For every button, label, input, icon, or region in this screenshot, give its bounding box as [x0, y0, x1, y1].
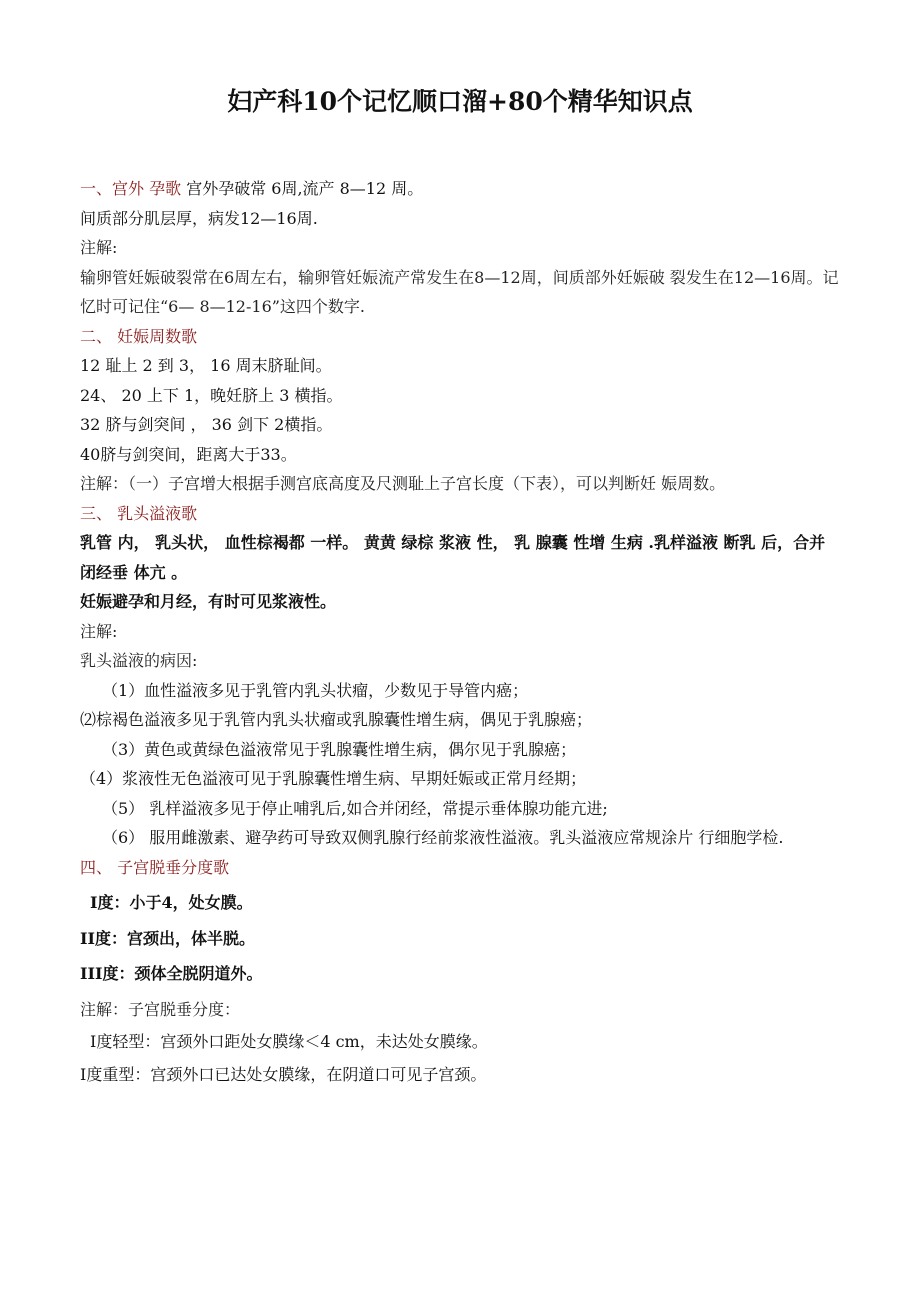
cause-item: ⑵棕褐色溢液多见于乳管内乳头状瘤或乳腺囊性增生病，偶见于乳腺癌； — [80, 710, 593, 729]
document-title: 妇产科10个记忆顺口溜+80个精华知识点 — [227, 87, 693, 116]
cause-item: （6） 服用雌激素、避孕药可导致双侧乳腺行经前浆液性溢液。乳头溢液应常规涂片 行细胞学检. — [102, 828, 784, 847]
section-4-detail: I度轻型：宫颈外口距处女膜缘＜4 cm，未达处女膜缘。 — [90, 1032, 488, 1051]
document-body — [80, 174, 840, 1089]
cause-item: （3）黄色或黄绿色溢液常见于乳腺囊性增生病，偶尔见于乳腺癌； — [102, 739, 577, 759]
section-1-note-label: 注解: — [80, 238, 118, 257]
section-2-heading: 二、 妊娠周数歌 — [80, 326, 198, 346]
section-2-line: 24、 20 上下 1，晚妊脐上 3 横指。 — [80, 385, 343, 405]
cause-item: （1）血性溢液多见于乳管内乳头状瘤，少数见于导管内癌； — [102, 680, 529, 700]
section-2-note: 注解：（一）子宫增大根据手测宫底高度及尺测耻上子宫长度（下表），可以判断妊 娠周数。 — [80, 474, 726, 493]
section-3-note-label: 注解: — [80, 621, 118, 641]
section-3-verse: 乳管 内， 乳头状， 血性棕褐都 一样。 黄黄 绿棕 浆液 性， 乳 腺囊 性增 生病 .乳样溢液 断乳 后，合并闭经垂 体亢 。 — [80, 533, 826, 582]
section-4-line: III度：颈体全脱阴道外。 — [80, 964, 263, 983]
section-1-note-body: 输卵管妊娠破裂常在6周左右，输卵管妊娠流产常发生在8—12周，间质部外妊娠破 裂发生在12—16周。记忆时可记住“6— 8—12-16”这四个数字. — [80, 267, 839, 316]
section-1-heading — [80, 174, 840, 204]
section-4-heading: 四、 子宫脱垂分度歌 — [80, 857, 230, 877]
section-4-detail: I度重型：宫颈外口已达处女膜缘，在阴道口可见子宫颈。 — [80, 1064, 487, 1084]
section-2-line: 12 耻上 2 到 3， 16 周末脐耻间。 — [80, 356, 332, 375]
section-4-line: I度：小于4，处女膜。 — [90, 893, 253, 912]
section-4-note: 注解：子宫脱垂分度： — [80, 999, 241, 1019]
section-4-line: II度：宫颈出，体半脱。 — [80, 928, 255, 948]
section-1-heading-label: 一、宫外 孕歌 — [80, 179, 182, 198]
section-1-heading-tail: 宫外孕破常 6周,流产 8—12 周。 — [186, 179, 424, 198]
section-2-line: 32 脐与剑突间 ， 36 剑下 2横指。 — [80, 415, 333, 434]
section-2-line: 40脐与剑突间，距离大于33。 — [80, 444, 297, 464]
section-3-verse-2: 妊娠避孕和月经，有时可见浆液性。 — [80, 592, 337, 611]
cause-item: （5） 乳样溢液多见于停止哺乳后,如合并闭经，常提示垂体腺功能亢进; — [102, 798, 608, 818]
section-3-heading: 三、 乳头溢液歌 — [80, 503, 198, 523]
section-1-line-2: 间质部分肌层厚，病发12—16周. — [80, 208, 318, 228]
cause-item: （4）浆液性无色溢液可见于乳腺囊性增生病、早期妊娠或正常月经期； — [80, 769, 587, 788]
section-3-cause-label: 乳头溢液的病因: — [80, 651, 198, 670]
